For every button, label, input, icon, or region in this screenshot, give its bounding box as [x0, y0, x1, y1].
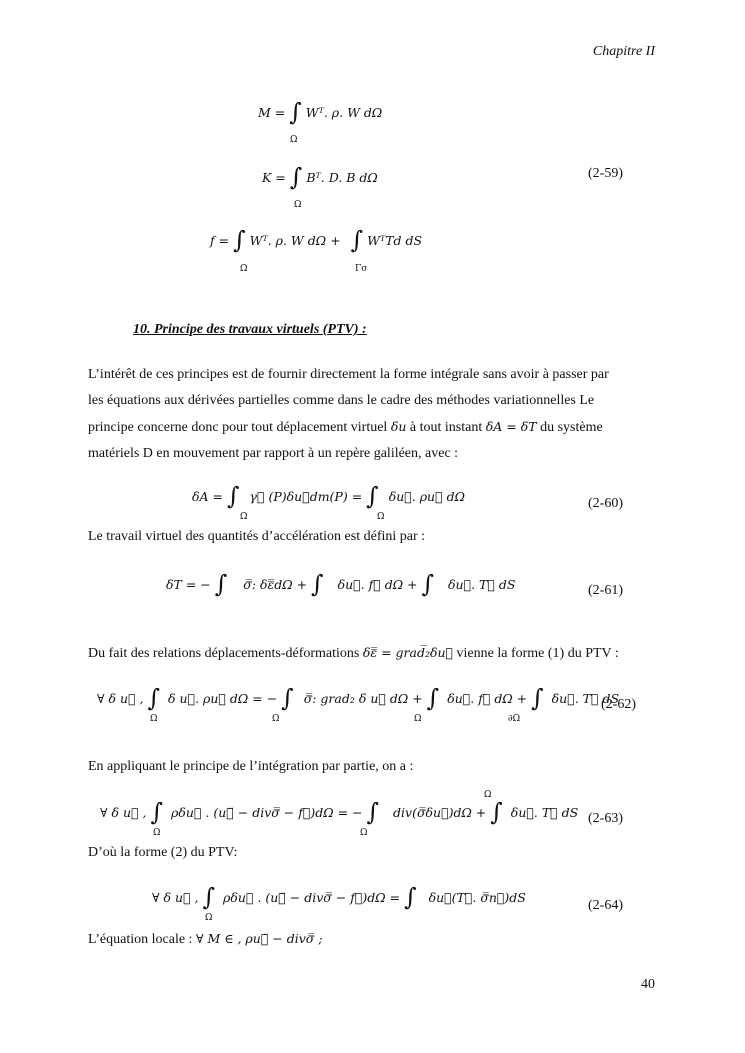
integral-sign: ∫ [233, 226, 246, 254]
eq-k-lhs: K = [262, 169, 286, 185]
paragraph-line-1: L’intérêt de ces principes est de fournir directement la forme intégrale sans avoir à passer par [88, 367, 609, 382]
eq-2-63-domain-2: Ω [360, 828, 368, 838]
eq-m-lhs: M = [258, 104, 286, 120]
integral-sign: ∫ [311, 570, 324, 598]
eq-f-body2: WᵀTd dS [367, 232, 423, 248]
section-number: 10. [133, 322, 151, 337]
integral-sign: ∫ [404, 883, 417, 911]
text-forme2: D’où la forme (2) du PTV: [88, 845, 238, 860]
integral-sign: ∫ [281, 684, 294, 712]
eq-2-62-domain-3: Ω [414, 714, 422, 724]
section-title: Principe des travaux virtuels (PTV) : [154, 322, 367, 337]
eq-2-63-domain-1: Ω [153, 828, 161, 838]
eq-f-domain-2: Γσ [355, 264, 368, 274]
integral-sign: ∫ [426, 684, 440, 712]
eq-k-domain: Ω [294, 200, 302, 210]
eq-m-domain: Ω [290, 135, 298, 145]
eq-2-62-domain-1: Ω [150, 714, 158, 724]
eq-2-62-domain-2: Ω [272, 714, 280, 724]
equation-m [258, 100, 382, 124]
equation-k [262, 165, 378, 189]
integral-sign: ∫ [366, 798, 380, 826]
integral-sign: ∫ [214, 570, 228, 598]
eq-2-62-boundary: ∂Ω [508, 714, 521, 724]
eq-2-60-domain-2: Ω [377, 512, 385, 522]
chapter-header: Chapitre II [592, 44, 655, 59]
integral-sign: ∫ [350, 226, 364, 254]
local-equation: ∀ M ∈ , ρu⃗̈ − divσ̿ ; [195, 931, 323, 946]
integral-sign: ∫ [490, 798, 503, 826]
integral-sign: ∫ [150, 798, 164, 826]
eq-f-domain-1: Ω [240, 264, 248, 274]
eq-2-60-domain-1: Ω [240, 512, 248, 522]
integral-sign: ∫ [531, 684, 544, 712]
integral-sign: ∫ [227, 482, 240, 510]
integral-sign: ∫ [421, 570, 435, 598]
integral-sign: ∫ [289, 163, 303, 191]
eq-f-body1: Wᵀ. ρ. W dΩ + [249, 232, 341, 248]
equation-2-60: δA = ∫ γ⃗ (P)δu⃗dm(P) = ∫ δu⃗. ρu⃗ dΩ [192, 482, 465, 510]
equation-f [210, 228, 422, 252]
integral-sign: ∫ [202, 883, 216, 911]
integral-sign: ∫ [289, 98, 302, 126]
section-heading [133, 322, 367, 338]
paragraph-line-4: matériels D en mouvement par rapport à un repère galiléen, avec : [88, 446, 459, 461]
eq-2-63-upper: Ω [484, 790, 492, 800]
text-relations: Du fait des relations déplacements-déformations δε̿ = grad̅̅₂δu⃗ vienne la forme (1) du PTV : [88, 645, 619, 661]
eq-m-body: Wᵀ. ρ. W dΩ [305, 104, 383, 120]
equation-number-2-64: (2-64) [588, 898, 623, 913]
equation-number-2-62: (2-62) [601, 697, 636, 712]
paragraph-line-3: principe concerne donc pour tout déplacement virtuel δu à tout instant δA = δT du système [88, 419, 603, 435]
paragraph-line-2: les équations aux dérivées partielles comme dans le cadre des méthodes variationnelles Le [88, 393, 595, 408]
virtual-displacement: δu [390, 419, 407, 434]
equation-2-63: ∀ δ u⃗ , ∫ ρδu⃗ . (u⃗̈ − divσ̿ − f⃗)dΩ = − ∫ div(σ̿δu⃗)dΩ + ∫ δu⃗. T⃗ dS [100, 798, 579, 826]
eq-f-lhs: f = [210, 232, 230, 248]
equation-2-64: ∀ δ u⃗ , ∫ ρδu⃗ . (u⃗̈ − divσ̿ − f⃗)dΩ = ∫ δu⃗(T⃗. σ̿n⃗)dS [152, 883, 526, 911]
integral-sign: ∫ [366, 482, 379, 510]
equation-number-2-61: (2-61) [588, 583, 623, 598]
equation-number-2-63: (2-63) [588, 811, 623, 826]
text-integration: En appliquant le principe de l’intégration par partie, on a : [88, 759, 414, 774]
intro-paragraph [88, 362, 658, 467]
inline-equation: δA = δT [485, 419, 537, 434]
eq-k-body: Bᵀ. D. B dΩ [306, 169, 378, 185]
equation-2-62: ∀ δ u⃗ , ∫ δ u⃗. ρu⃗ dΩ = − ∫ σ̿: grad₂ δ u⃗ dΩ + ∫ δu⃗. f⃗ dΩ + ∫ δu⃗. T⃗ dS [97, 684, 620, 712]
text-travail: Le travail virtuel des quantités d’accélération est défini par : [88, 529, 426, 544]
text-locale: L’équation locale : ∀ M ∈ , ρu⃗̈ − divσ̿ ; [88, 931, 323, 947]
eq-2-64-domain-1: Ω [205, 913, 213, 923]
equation-number-2-60: (2-60) [588, 496, 623, 511]
equation-number-2-59: (2-59) [588, 166, 623, 181]
equation-2-61: δT = − ∫ σ̿: δε̿dΩ + ∫ δu⃗. f⃗ dΩ + ∫ δu⃗. T⃗ dS [166, 570, 516, 598]
page-number: 40 [641, 977, 655, 992]
relation-equation: δε̿ = grad̅̅₂δu⃗ [362, 645, 454, 660]
integral-sign: ∫ [147, 684, 161, 712]
